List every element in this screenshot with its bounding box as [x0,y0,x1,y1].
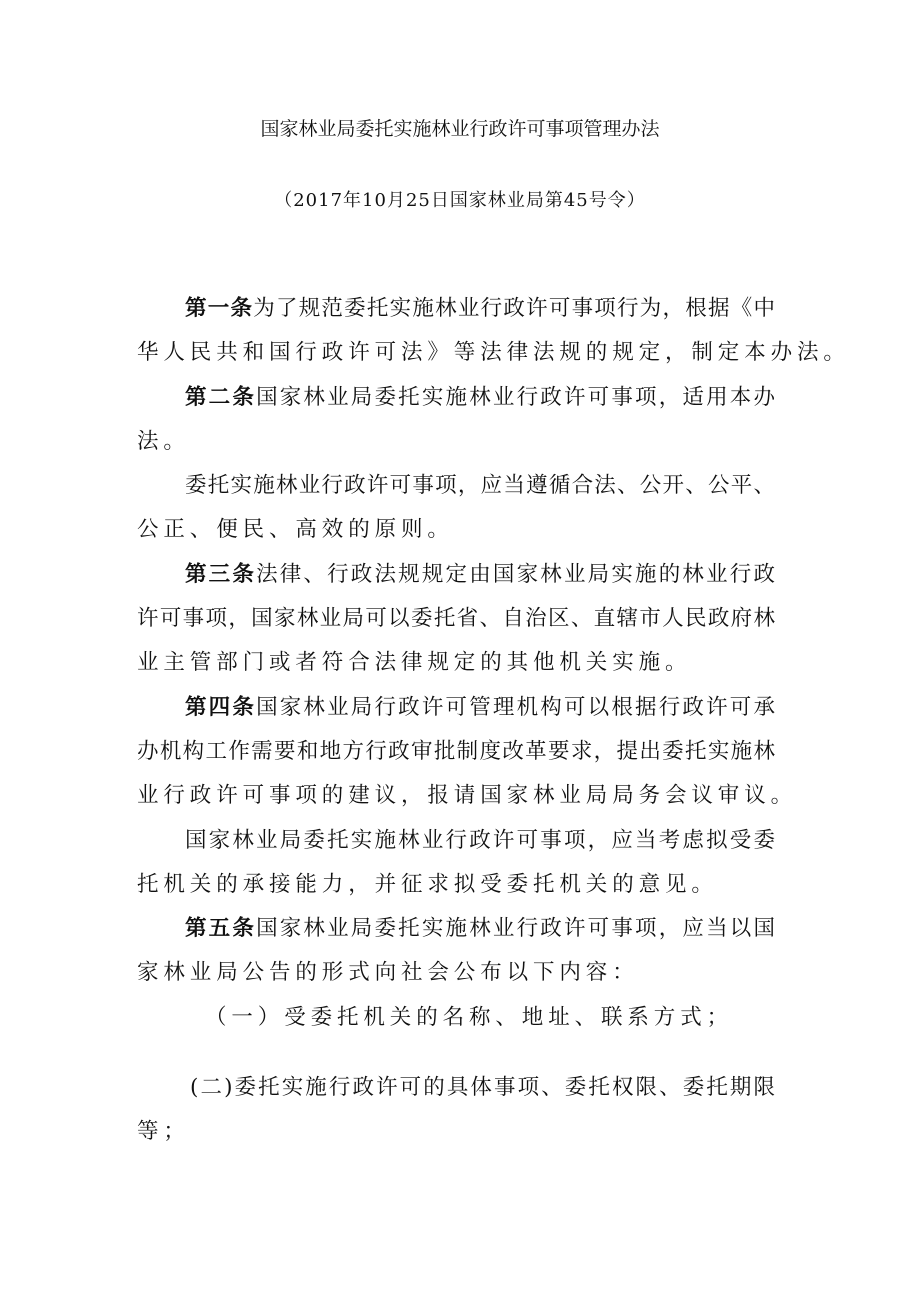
paragraph [137,824,775,913]
text-line [137,1001,775,1045]
paragraph [137,469,775,558]
text-line [137,735,775,779]
document-subtitle: （2017年10月25日国家林业局第45号令） [274,190,646,211]
text-line [137,381,775,425]
paragraph [137,691,798,824]
line-text: 许可事项，国家林业局可以委托省、自治区、直辖市人民政府林 [137,606,775,632]
document-title: 国家林业局委托实施林业行政许可事项管理办法 [260,118,660,140]
line-text: 家林业局公告的形式向社会公布以下内容： [137,960,639,986]
line-text: 公正、便民、高效的原则。 [137,517,454,543]
line-text: (二)委托实施行政许可的具体事项、委托权限、委托期限 [190,1075,775,1101]
line-text: 国家林业局委托实施林业行政许可事项，应当以国 [256,916,775,942]
text-line [137,1115,775,1159]
line-text: 法律、行政法规规定由国家林业局实施的林业行政 [256,561,775,587]
paragraph [137,1001,775,1045]
text-line [137,469,775,513]
line-text: 委托实施林业行政许可事项，应当遵循合法、公开、公平、 [185,473,775,499]
text-line [137,646,775,690]
text-line [137,558,775,602]
text-line [137,425,775,469]
paragraph [137,912,775,1001]
line-text: 业行政许可事项的建议，报请国家林业局局务会议审议。 [137,783,798,809]
line-text: 业主管部门或者符合法律规定的其他机关实施。 [137,650,692,676]
text-line [137,779,798,823]
text-line [137,292,775,336]
text-line [137,868,775,912]
text-line [137,336,850,380]
text-line [137,691,775,735]
paragraph [137,381,775,470]
line-text: 托机关的承接能力，并征求拟受委托机关的意见。 [137,871,718,897]
text-line [137,824,775,868]
line-text: 办机构工作需要和地方行政审批制度改革要求，提出委托实施林 [137,738,775,764]
line-text: 国家林业局委托实施林业行政许可事项，适用本办 [256,384,775,410]
line-text: 为了规范委托实施林业行政许可事项行为，根据《中 [253,296,775,321]
text-line [137,912,775,956]
article-heading: 第一条 [185,296,254,321]
line-text: 等； [137,1119,190,1145]
line-text: 国家林业局委托实施林业行政许可事项，应当考虑拟受委 [185,827,775,853]
article-heading: 第四条 [185,694,257,720]
article-heading: 第五条 [185,916,257,942]
text-line [137,956,775,1000]
line-text: 法。 [137,428,190,454]
document-body [137,292,850,1160]
text-line [137,513,775,557]
article-heading: 第二条 [185,384,257,410]
paragraph [137,1071,775,1160]
line-text: 国家林业局行政许可管理机构可以根据行政许可承 [256,694,775,720]
text-line [137,1071,775,1115]
article-heading: 第三条 [185,561,257,587]
line-text: 华人民共和国行政许可法》等法律法规的规定，制定本办法。 [137,340,850,366]
text-line [137,602,775,646]
paragraph [137,558,775,691]
line-text: （一）受委托机关的名称、地址、联系方式； [205,1004,734,1030]
paragraph [137,292,850,381]
